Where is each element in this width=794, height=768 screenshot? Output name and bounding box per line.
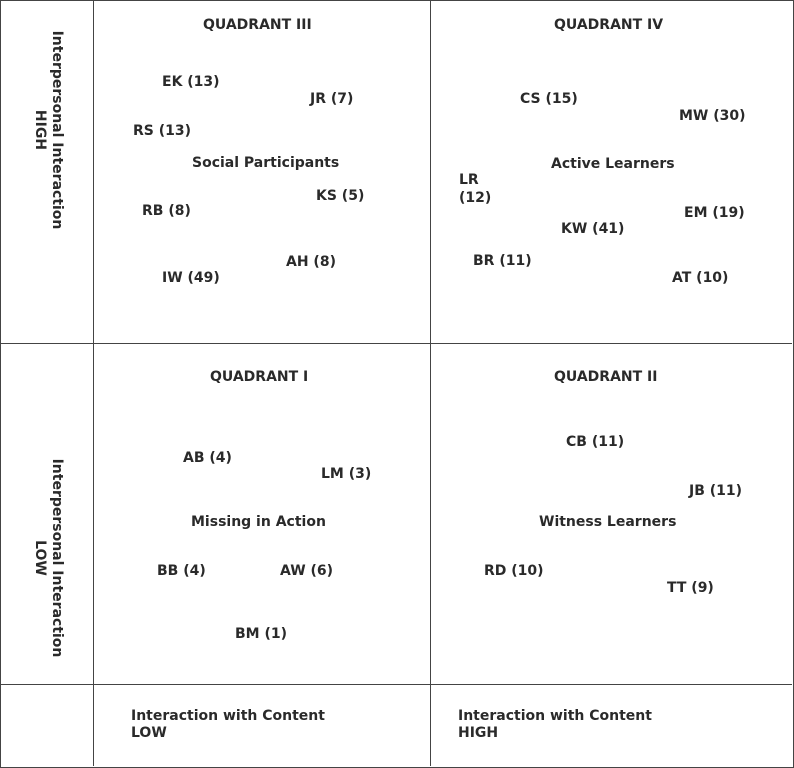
participant-label: CS (15) [520,91,578,107]
y-axis-high-line1: Interpersonal Interaction [49,30,65,230]
participant-label: JB (11) [689,483,743,499]
quadrant-category-label: Active Learners [551,156,675,172]
participant-label: EK (13) [162,74,220,90]
participant-label: AH (8) [286,254,336,270]
participant-label: BM (1) [235,626,288,642]
participant-label: MW (30) [679,108,746,124]
participant-label: AB (4) [183,450,232,466]
y-axis-low-line2: LOW [32,540,48,576]
quadrant-title: QUADRANT I [210,369,309,385]
grid-line-middle [0,343,792,344]
participant-label: RS (13) [133,123,192,139]
grid-line-center [430,0,431,766]
grid-line-left [93,0,94,766]
y-axis-high-line2: HIGH [32,109,48,151]
participant-label: TT (9) [667,580,714,596]
grid-line-bottom [0,684,792,685]
participant-label: AT (10) [672,270,729,286]
x-axis-high-label [458,708,652,742]
participant-label: KW (41) [561,221,625,237]
participant-label: RD (10) [484,563,544,579]
x-axis-low-label [131,708,325,742]
quadrant-category-label: Missing in Action [191,514,326,530]
quadrant-category-label: Witness Learners [539,514,677,530]
x-axis-high-line2: HIGH [458,725,499,741]
participant-label: AW (6) [280,563,334,579]
participant-label: IW (49) [162,270,220,286]
y-axis-low-line1: Interpersonal Interaction [49,458,65,658]
participant-label: BR (11) [473,253,532,269]
quadrant-title: QUADRANT III [203,17,312,33]
participant-label: (12) [459,190,492,206]
participant-label: BB (4) [157,563,206,579]
quadrant-category-label: Social Participants [192,155,340,171]
participant-label: KS (5) [316,188,365,204]
participant-label: JR (7) [310,91,354,107]
participant-label: EM (19) [684,205,745,221]
x-axis-low-line2: LOW [131,725,167,741]
participant-label: LM (3) [321,466,372,482]
participant-label: LR [459,172,479,188]
x-axis-high-line1: Interaction with Content [458,708,652,724]
participant-label: RB (8) [142,203,191,219]
x-axis-low-line1: Interaction with Content [131,708,325,724]
y-axis-low-label [25,433,65,683]
participant-label: CB (11) [566,434,625,450]
quadrant-title: QUADRANT IV [554,17,664,33]
y-axis-high-label [25,5,65,255]
quadrant-title: QUADRANT II [554,369,658,385]
